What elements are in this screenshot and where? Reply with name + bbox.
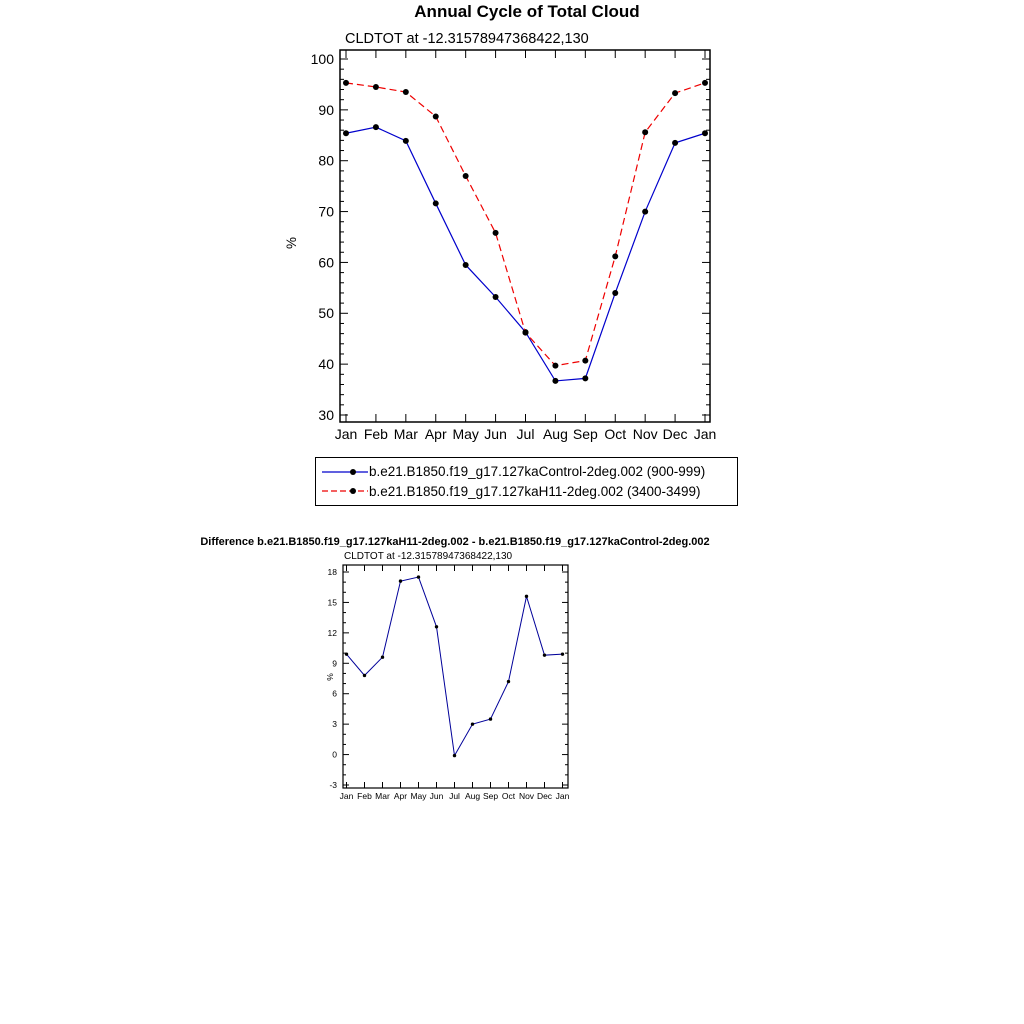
svg-text:Oct: Oct (604, 426, 627, 442)
svg-text:Aug: Aug (542, 426, 568, 442)
svg-text:Jan: Jan (339, 791, 354, 801)
legend-box (315, 457, 738, 506)
svg-text:Sep: Sep (482, 791, 499, 801)
svg-text:Mar: Mar (375, 791, 390, 801)
svg-text:Aug: Aug (464, 791, 481, 801)
svg-text:Jan: Jan (334, 426, 358, 442)
svg-text:Nov: Nov (518, 791, 535, 801)
svg-text:6: 6 (332, 688, 337, 699)
legend-line-sample-control (322, 466, 368, 478)
top-chart-y-axis-label: % (284, 236, 299, 250)
svg-text:12: 12 (327, 627, 337, 638)
svg-text:0: 0 (332, 749, 337, 760)
top-chart-subtitle: CLDTOT at -12.31578947368422,130 (345, 31, 589, 47)
svg-text:Jul: Jul (449, 791, 460, 801)
svg-text:60: 60 (318, 254, 334, 271)
svg-text:50: 50 (318, 305, 334, 322)
svg-text:Jun: Jun (484, 426, 507, 442)
svg-text:3: 3 (332, 719, 337, 730)
svg-text:Feb: Feb (357, 791, 372, 801)
svg-text:30: 30 (318, 406, 334, 423)
svg-text:Feb: Feb (363, 426, 388, 442)
svg-text:18: 18 (327, 566, 337, 577)
svg-text:90: 90 (318, 101, 334, 118)
svg-text:Jun: Jun (429, 791, 444, 801)
svg-text:Nov: Nov (632, 426, 658, 442)
svg-text:May: May (452, 426, 479, 442)
svg-text:Oct: Oct (501, 791, 516, 801)
svg-text:80: 80 (318, 152, 334, 169)
svg-text:Jan: Jan (693, 426, 717, 442)
svg-text:100: 100 (310, 50, 334, 67)
svg-text:15: 15 (327, 597, 337, 608)
legend-item-control (322, 464, 737, 479)
legend-line-sample-h11 (322, 485, 368, 497)
svg-text:-3: -3 (329, 779, 337, 790)
legend-label-h11: b.e21.B1850.f19_g17.127kaH11-2deg.002 (3400-3499) (369, 483, 701, 499)
svg-text:70: 70 (318, 203, 334, 220)
svg-text:Dec: Dec (536, 791, 553, 801)
svg-text:Sep: Sep (572, 426, 598, 442)
bottom-chart-y-axis-label: % (325, 673, 335, 681)
svg-text:Apr: Apr (424, 426, 447, 442)
legend-label-control: b.e21.B1850.f19_g17.127kaControl-2deg.002 (900-999) (369, 464, 706, 480)
svg-text:Mar: Mar (393, 426, 418, 442)
svg-text:Apr: Apr (393, 791, 408, 801)
svg-text:40: 40 (318, 356, 334, 373)
svg-text:May: May (410, 791, 427, 801)
bottom-chart-title: Difference b.e21.B1850.f19_g17.127kaH11-2deg.002 - b.e21.B1850.f19_g17.127kaControl-2deg.002 (200, 536, 710, 548)
svg-text:9: 9 (332, 658, 337, 669)
bottom-chart-subtitle: CLDTOT at -12.31578947368422,130 (344, 551, 513, 562)
legend-item-h11 (322, 484, 737, 499)
svg-text:Jul: Jul (516, 426, 535, 442)
svg-text:Jan: Jan (555, 791, 570, 801)
top-chart-plot (311, 50, 717, 442)
page-title: Annual Cycle of Total Cloud (414, 2, 640, 21)
svg-text:Dec: Dec (662, 426, 688, 442)
bottom-chart-plot (328, 565, 570, 801)
